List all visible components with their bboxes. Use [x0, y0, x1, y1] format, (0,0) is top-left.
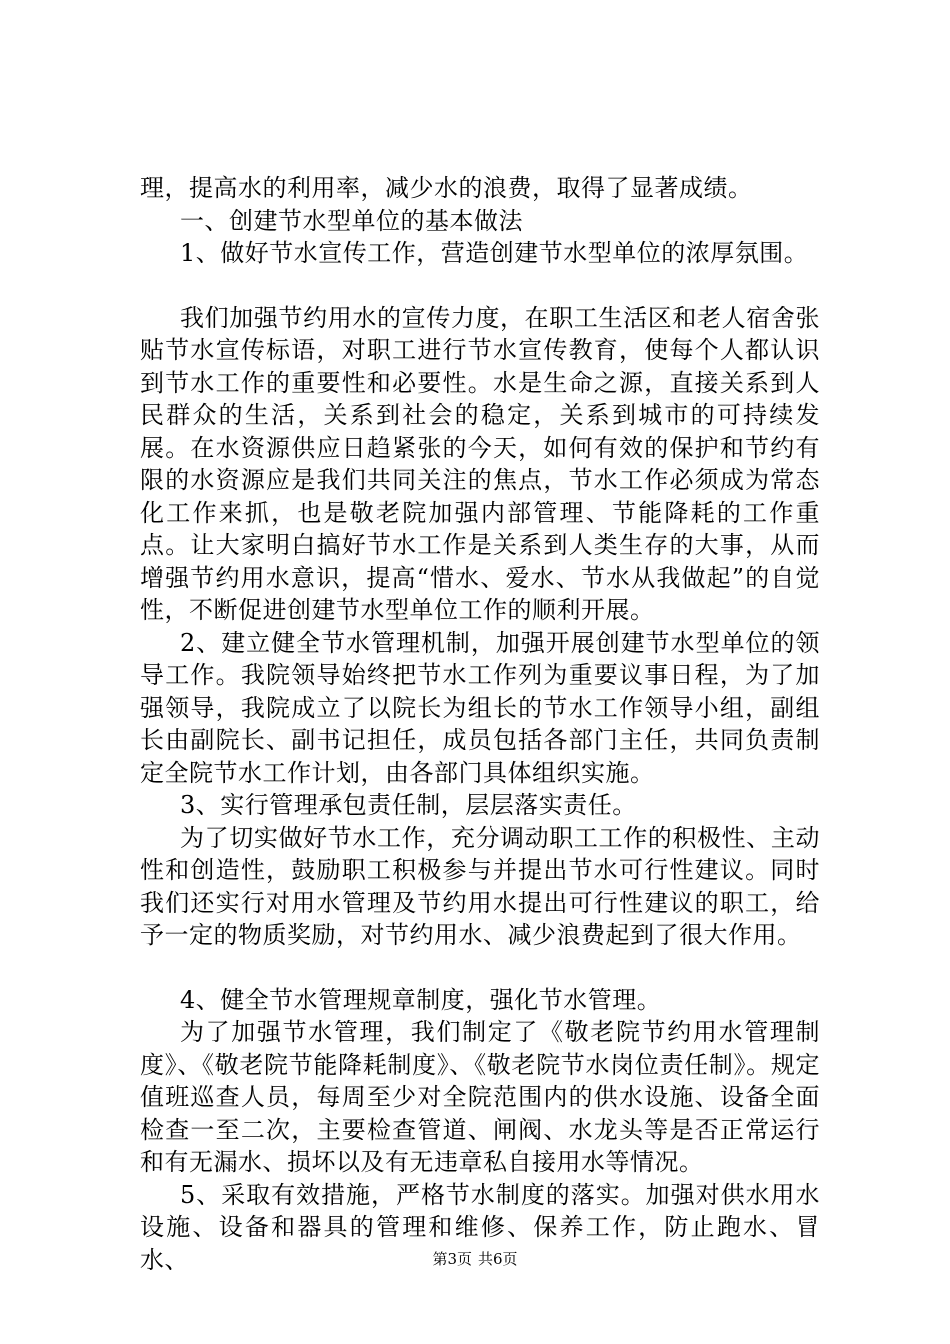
page-number: 第3页 — [432, 1250, 472, 1268]
page-total: 共6页 — [478, 1250, 518, 1268]
subheading-2-paragraph: 2、建立健全节水管理机制，加强开展创建节水型单位的领导工作。我院领导始终把节水工作列为重要议事日程，为了加强领导，我院成立了以院长为组长的节水工作领导小组，副组长由副院长、副书记担任，成员包括各部门主任，共同负责制定全院节水工作计划，由各部门具体组织实施。 — [140, 628, 820, 787]
document-body — [140, 172, 820, 1276]
subheading-5-paragraph: 5、采取有效措施，严格节水制度的落实。加强对供水用水设施、设备和器具的管理和维修、保养工作，防止跑水、冒水、 — [140, 1180, 820, 1274]
section-heading: 一、创建节水型单位的基本做法 — [180, 206, 523, 235]
subheading-3: 3、实行管理承包责任制，层层落实责任。 — [180, 791, 637, 819]
subheading-1: 1、做好节水宣传工作，营造创建节水型单位的浓厚氛围。 — [180, 239, 809, 267]
paragraph-continuation: 理，提高水的利用率，减少水的浪费，取得了显著成绩。 — [140, 174, 753, 202]
subheading-4: 4、健全节水管理规章制度，强化节水管理。 — [180, 985, 662, 1014]
paragraph-publicity: 我们加强节约用水的宣传力度，在职工生活区和老人宿舍张贴节水宣传标语，对职工进行节水宣传教育，使每个人都认识到节水工作的重要性和必要性。水是生命之源，直接关系到人民群众的生活，关系到社会的稳定，关系到城市的可持续发展。在水资源供应日趋紧张的今天，如何有效的保护和节约有限的水资源应是我们共同关注的焦点，节水工作必须成为常态化工作来抓，也是敬老院加强内部管理、节能降耗的工作重点。让大家明白搞好节水工作是关系到人类生存的大事，从而增强节约用水意识，提高“惜水、爱水、节水从我做起”的自觉性，不断促进创建节水型单位工作的顺利开展。 — [140, 303, 820, 624]
paragraph-responsibility: 为了切实做好节水工作，充分调动职工工作的积极性、主动性和创造性，鼓励职工积极参与并提出节水可行性建议。同时我们还实行对用水管理及节约用水提出可行性建议的职工，给予一定的物质奖励，对节约用水、减少浪费起到了很大作用。 — [140, 823, 820, 949]
page-footer — [0, 1248, 950, 1269]
paragraph-regulations: 为了加强节水管理，我们制定了《敬老院节约用水管理制度》、《敬老院节能降耗制度》、《敬老院节水岗位责任制》。规定值班巡查人员，每周至少对全院范围内的供水设施、设备全面检查一至二次，主要检查管道、闸阀、水龙头等是否正常运行和有无漏水、损坏以及有无违章私自接用水等情况。 — [140, 1018, 820, 1176]
